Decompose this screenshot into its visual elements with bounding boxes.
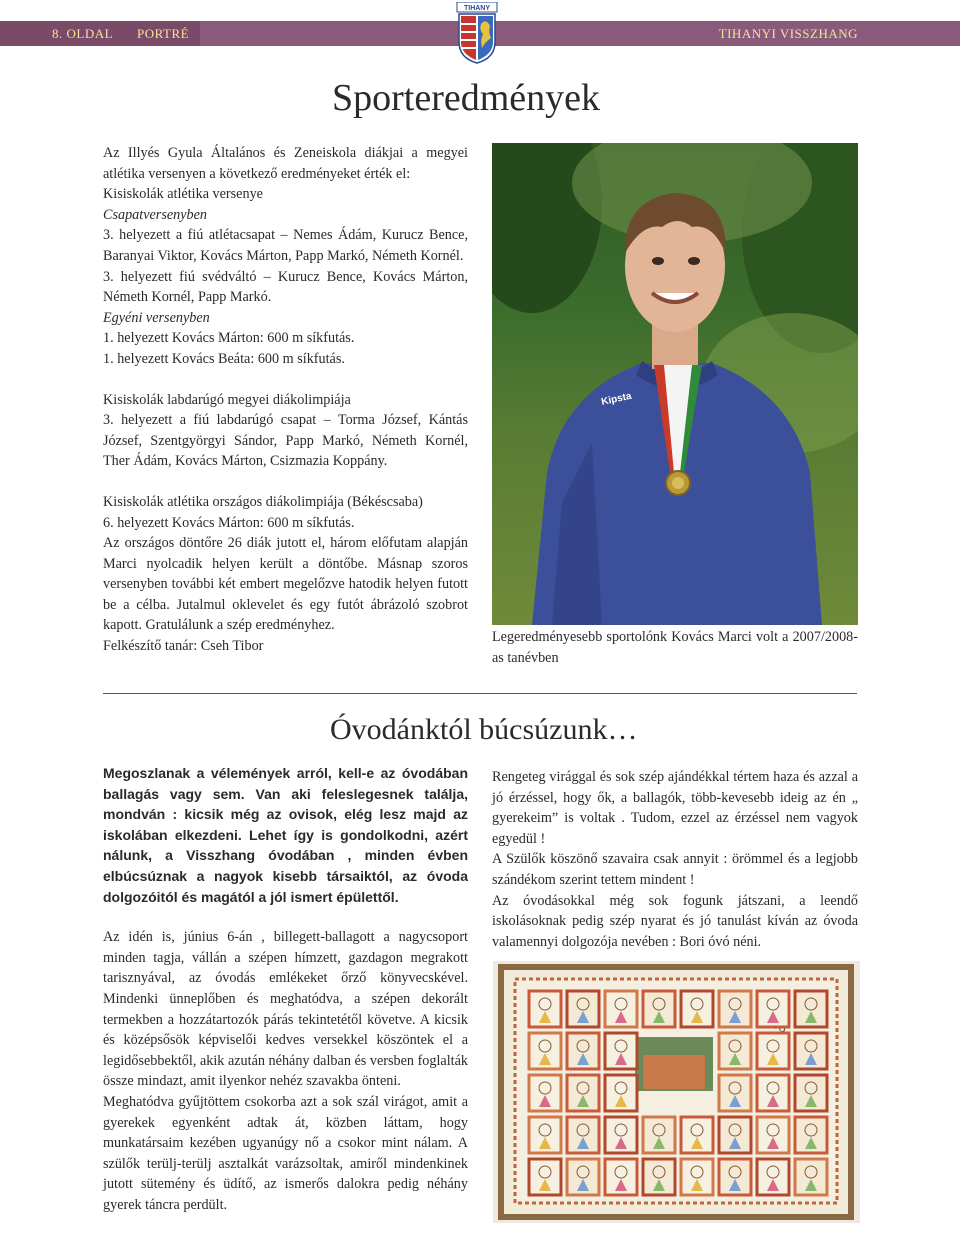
page-number: 8. OLDAL <box>52 26 114 41</box>
right-paragraph-1: Rengeteg virággal és sok szép ajándékkal tértem haza és azzal a jó érzéssel, hogy ők, a ballagók, több-kevesebb ideig az én „ gyerekeim” is voltak . Tudom, ezzel az érzéssel nem vagyok egyedül ! <box>492 769 858 847</box>
teacher-credit: Felkészítő tanár: Cseh Tibor <box>103 638 264 655</box>
article-paragraph-1: Az idén is, június 6-án , billegett-ballagott a nagycsoport minden tagja, vállán a szépen hímzett, gazdagon megrakott tarisznyával, az óvodás emlékeket őrző könyvecskével. Mindenki ünneplőben és meghatódva, a szépen dekorált termekben a hozzátartozók párás tekintetétől követve. A kicsik és középsősök képviselői kedves versekkel köszöntek el a legidősebbektől, akik azután néhány dalban és versben foglalták össze mindazt, amit ilyenkor nehéz szavakba önteni. <box>103 929 468 1090</box>
competition-2-title: Kisiskolák labdarúgó megyei diákolimpiája <box>103 391 351 408</box>
kindergarten-left-column <box>103 763 468 1215</box>
athlete-photo <box>492 143 858 625</box>
competition-3-title: Kisiskolák atlétika országos diákolimpiája (Békéscsaba) <box>103 493 423 510</box>
tihany-crest-logo <box>455 2 499 64</box>
right-paragraph-2: A Szülők köszönő szavaira csak annyit : örömmel és a legjobb szándékom szerint tettem mindent ! <box>492 851 858 888</box>
section-divider <box>103 693 857 694</box>
team-result-2: 3. helyezett fiú svédváltó – Kurucz Bence, Kovács Márton, Németh Kornél, Papp Markó. <box>103 268 468 306</box>
article-title-kindergarten: Óvodánktól búcsúzunk… <box>330 713 638 746</box>
article-paragraph-2: Meghatódva gyűjtöttem csokorba azt a sok szál virágot, amit a gyerekek egyenként adtak át, közben láttam, hogy munkatársaim kezében ugyanúgy nő a csokor mint nálam. A szülők terülj-terülj asztalkát varázsoltak, amiről mindenkinek jutott sütemény és üdítő, az ismerős dalokra pedig néhány gyerek táncra perdült. <box>103 1093 468 1213</box>
shirt-logo: Kipsta <box>600 390 633 408</box>
individual-results-label: Egyéni versenyben <box>103 309 210 326</box>
section-label: PORTRÉ <box>137 26 190 41</box>
photo-caption: Legeredményesebb sportolónk Kovács Marci volt a 2007/2008-as tanévben <box>492 629 858 666</box>
individual-result-2: 1. helyezett Kovács Beáta: 600 m síkfutás. <box>103 350 345 367</box>
kindergarten-board-photo <box>493 961 860 1223</box>
publication-title: TIHANYI VISSZHANG <box>718 26 858 41</box>
competition-3-result: 6. helyezett Kovács Márton: 600 m síkfutás. <box>103 514 355 531</box>
individual-result-1: 1. helyezett Kovács Márton: 600 m síkfutás. <box>103 330 355 347</box>
competition-2-text: 3. helyezett a fiú labdarúgó csapat – Torma József, Kántás József, Szentgyörgyi Sándor, Papp Markó, Németh Kornél, Ther Ádám, Kovács Márton, Csizmazia Koppány. <box>103 412 468 470</box>
svg-text:TIHANY: TIHANY <box>463 5 491 12</box>
team-result-1: 3. helyezett a fiú atlétacsapat – Nemes Ádám, Kurucz Bence, Baranyai Viktor, Kovács Márton, Papp Markó, Németh Kornél. <box>103 227 468 264</box>
drawing-board-illustration <box>493 961 860 1223</box>
kindergarten-right-column <box>492 767 858 952</box>
sport-results-column <box>103 143 468 657</box>
article-title-sport: Sporteredmények <box>332 77 601 119</box>
right-paragraph-3: Az óvodásokkal még sok fogunk játszani, a leendő iskolásoknak pedig szép nyarat és jó tanulást kíván az óvoda valamennyi dolgozója nevében : Bori óvó néni. <box>492 892 858 950</box>
athlete-photo-illustration <box>492 143 858 625</box>
article-lead: Megoszlanak a vélemények arról, kell-e az óvodában ballagás vagy sem. Van aki feleslegesnek találja, mondván : kicsik még az ovisok, elég lesz majd az iskolában elkezdeni. Lehet így is gondolkodni, azért nálunk, a Visszhang óvodában , minden évben elbúcsúznak a nagyok kisebb társaiktól, az óvoda dolgozóitól és magától a jól ismert épülettől. <box>103 765 468 905</box>
sport-intro: Az Illyés Gyula Általános és Zeneiskola diákjai a megyei atlétika versenyen a következő eredményeket érték el: <box>103 145 468 182</box>
team-results-label: Csapatversenyben <box>103 206 208 223</box>
page-header <box>0 0 960 64</box>
competition-3-text: Az országos döntőre 26 diák jutott el, három előfutam alapján Marci nyolcadik helyen került a döntőbe. Másnap szoros versenyben további két embert megelőzve hatodik helyen futott be a célba. Jutalmul oklevelet és egy futót ábrázoló szobrot kapott. Gratulálunk a szép eredményhez. <box>103 535 468 634</box>
competition-1-title: Kisiskolák atlétika versenye <box>103 186 263 203</box>
